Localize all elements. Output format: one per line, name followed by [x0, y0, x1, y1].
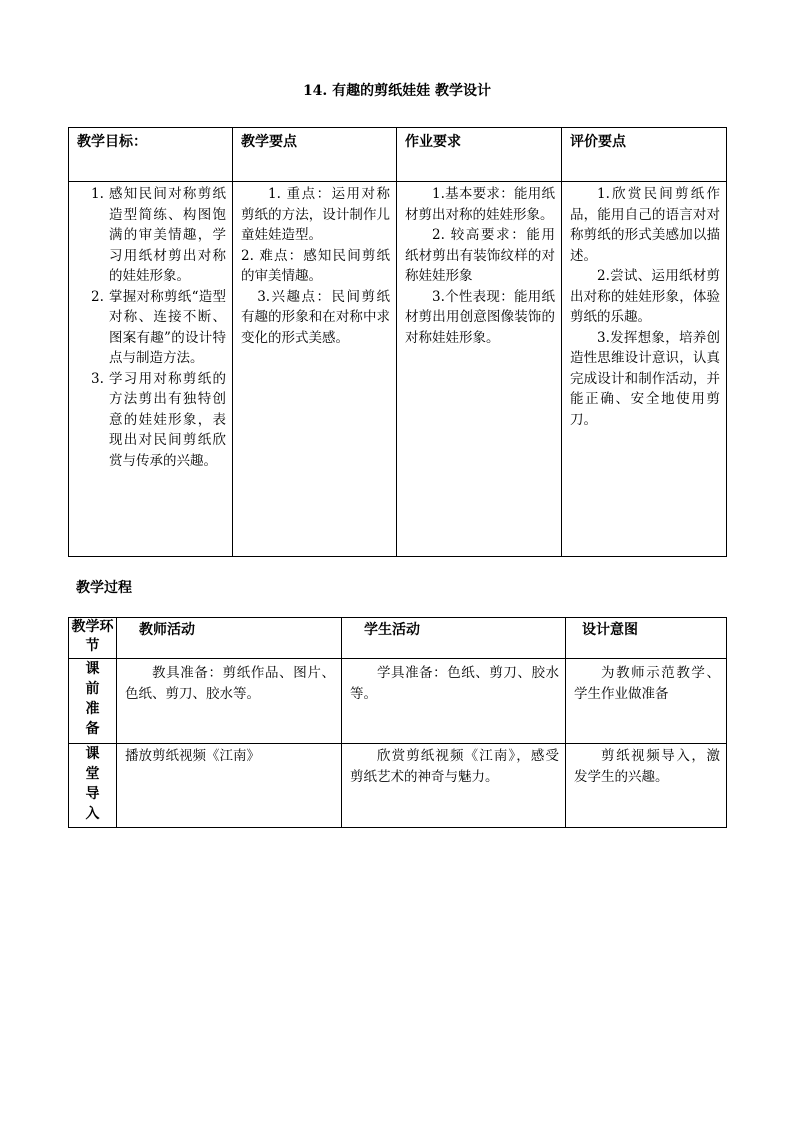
objectives-body-row — [69, 182, 727, 557]
evaluation-item: 3.发挥想象，培养创造性思维设计意识，认真完成设计和制作活动，并能正确、安全地使用剪刀。 — [570, 329, 720, 428]
header-teacher: 教师活动 — [139, 622, 195, 638]
key-point-item: 2. 难点：感知民间剪纸的审美情趣。 — [241, 247, 390, 284]
document-title: 14. 有趣的剪纸娃娃 教学设计 — [302, 83, 492, 99]
homework-item: 2. 较高要求：能用纸材剪出有装饰纹样的对称娃娃形象 — [405, 227, 555, 284]
goal-item: 3. 学习用对称剪纸的方法剪出有独特创意的娃娃形象，表现出对民间剪纸欣赏与传承的兴趣。 — [91, 370, 226, 469]
stage-label: 课堂导入 — [85, 746, 100, 822]
process-table — [68, 617, 727, 828]
design-intent: 剪纸视频导入，激发学生的兴趣。 — [574, 748, 720, 785]
student-activity: 学具准备：色纸、剪刀、胶水等。 — [350, 665, 559, 702]
section-title: 教学过程 — [76, 580, 132, 596]
teacher-activity: 播放剪纸视频《江南》 — [125, 748, 260, 764]
goals-list — [69, 182, 232, 471]
homework-cell — [397, 182, 561, 348]
key-points-cell — [233, 182, 396, 348]
objectives-table — [68, 127, 727, 557]
evaluation-item: 2.尝试、运用纸材剪出对称的娃娃形象，体验剪纸的乐趣。 — [570, 268, 720, 325]
teacher-activity: 教具准备：剪纸作品、图片、色纸、剪刀、胶水等。 — [125, 665, 335, 702]
table-row — [69, 659, 727, 744]
homework-item: 3.个性表现：能用纸材剪出用创意图像装饰的对称娃娃形象。 — [405, 288, 555, 346]
header-homework: 作业要求 — [405, 134, 461, 150]
header-intent: 设计意图 — [582, 622, 638, 638]
header-student: 学生活动 — [364, 622, 420, 638]
header-stage: 教学环节 — [71, 619, 114, 654]
stage-label: 课前准备 — [85, 661, 100, 737]
header-goals: 教学目标： — [77, 134, 147, 150]
header-evaluation: 评价要点 — [570, 134, 626, 150]
homework-item: 1.基本要求：能用纸材剪出对称的娃娃形象。 — [405, 186, 555, 223]
header-key-points: 教学要点 — [241, 134, 297, 150]
student-activity: 欣赏剪纸视频《江南》，感受剪纸艺术的神奇与魅力。 — [350, 748, 559, 785]
objectives-header-row — [69, 128, 727, 182]
evaluation-item: 1.欣赏民间剪纸作品，能用自己的语言对对称剪纸的形式美感加以描述。 — [570, 186, 720, 264]
goal-item: 1. 感知民间对称剪纸造型简练、构图饱满的审美情趣，学习用纸材剪出对称的娃娃形象。 — [91, 186, 226, 284]
evaluation-cell — [562, 182, 726, 430]
key-point-item: 3.兴趣点：民间剪纸有趣的形象和在对称中求变化的形式美感。 — [241, 288, 390, 346]
goal-item: 2. 掌握对称剪纸“造型对称、连接不断、图案有趣”的设计特点与制造方法。 — [91, 288, 226, 366]
design-intent: 为教师示范教学、学生作业做准备 — [574, 665, 720, 702]
table-row — [69, 744, 727, 828]
key-point-item: 1. 重点：运用对称剪纸的方法，设计制作儿童娃娃造型。 — [241, 186, 390, 243]
process-header-row — [69, 618, 727, 659]
